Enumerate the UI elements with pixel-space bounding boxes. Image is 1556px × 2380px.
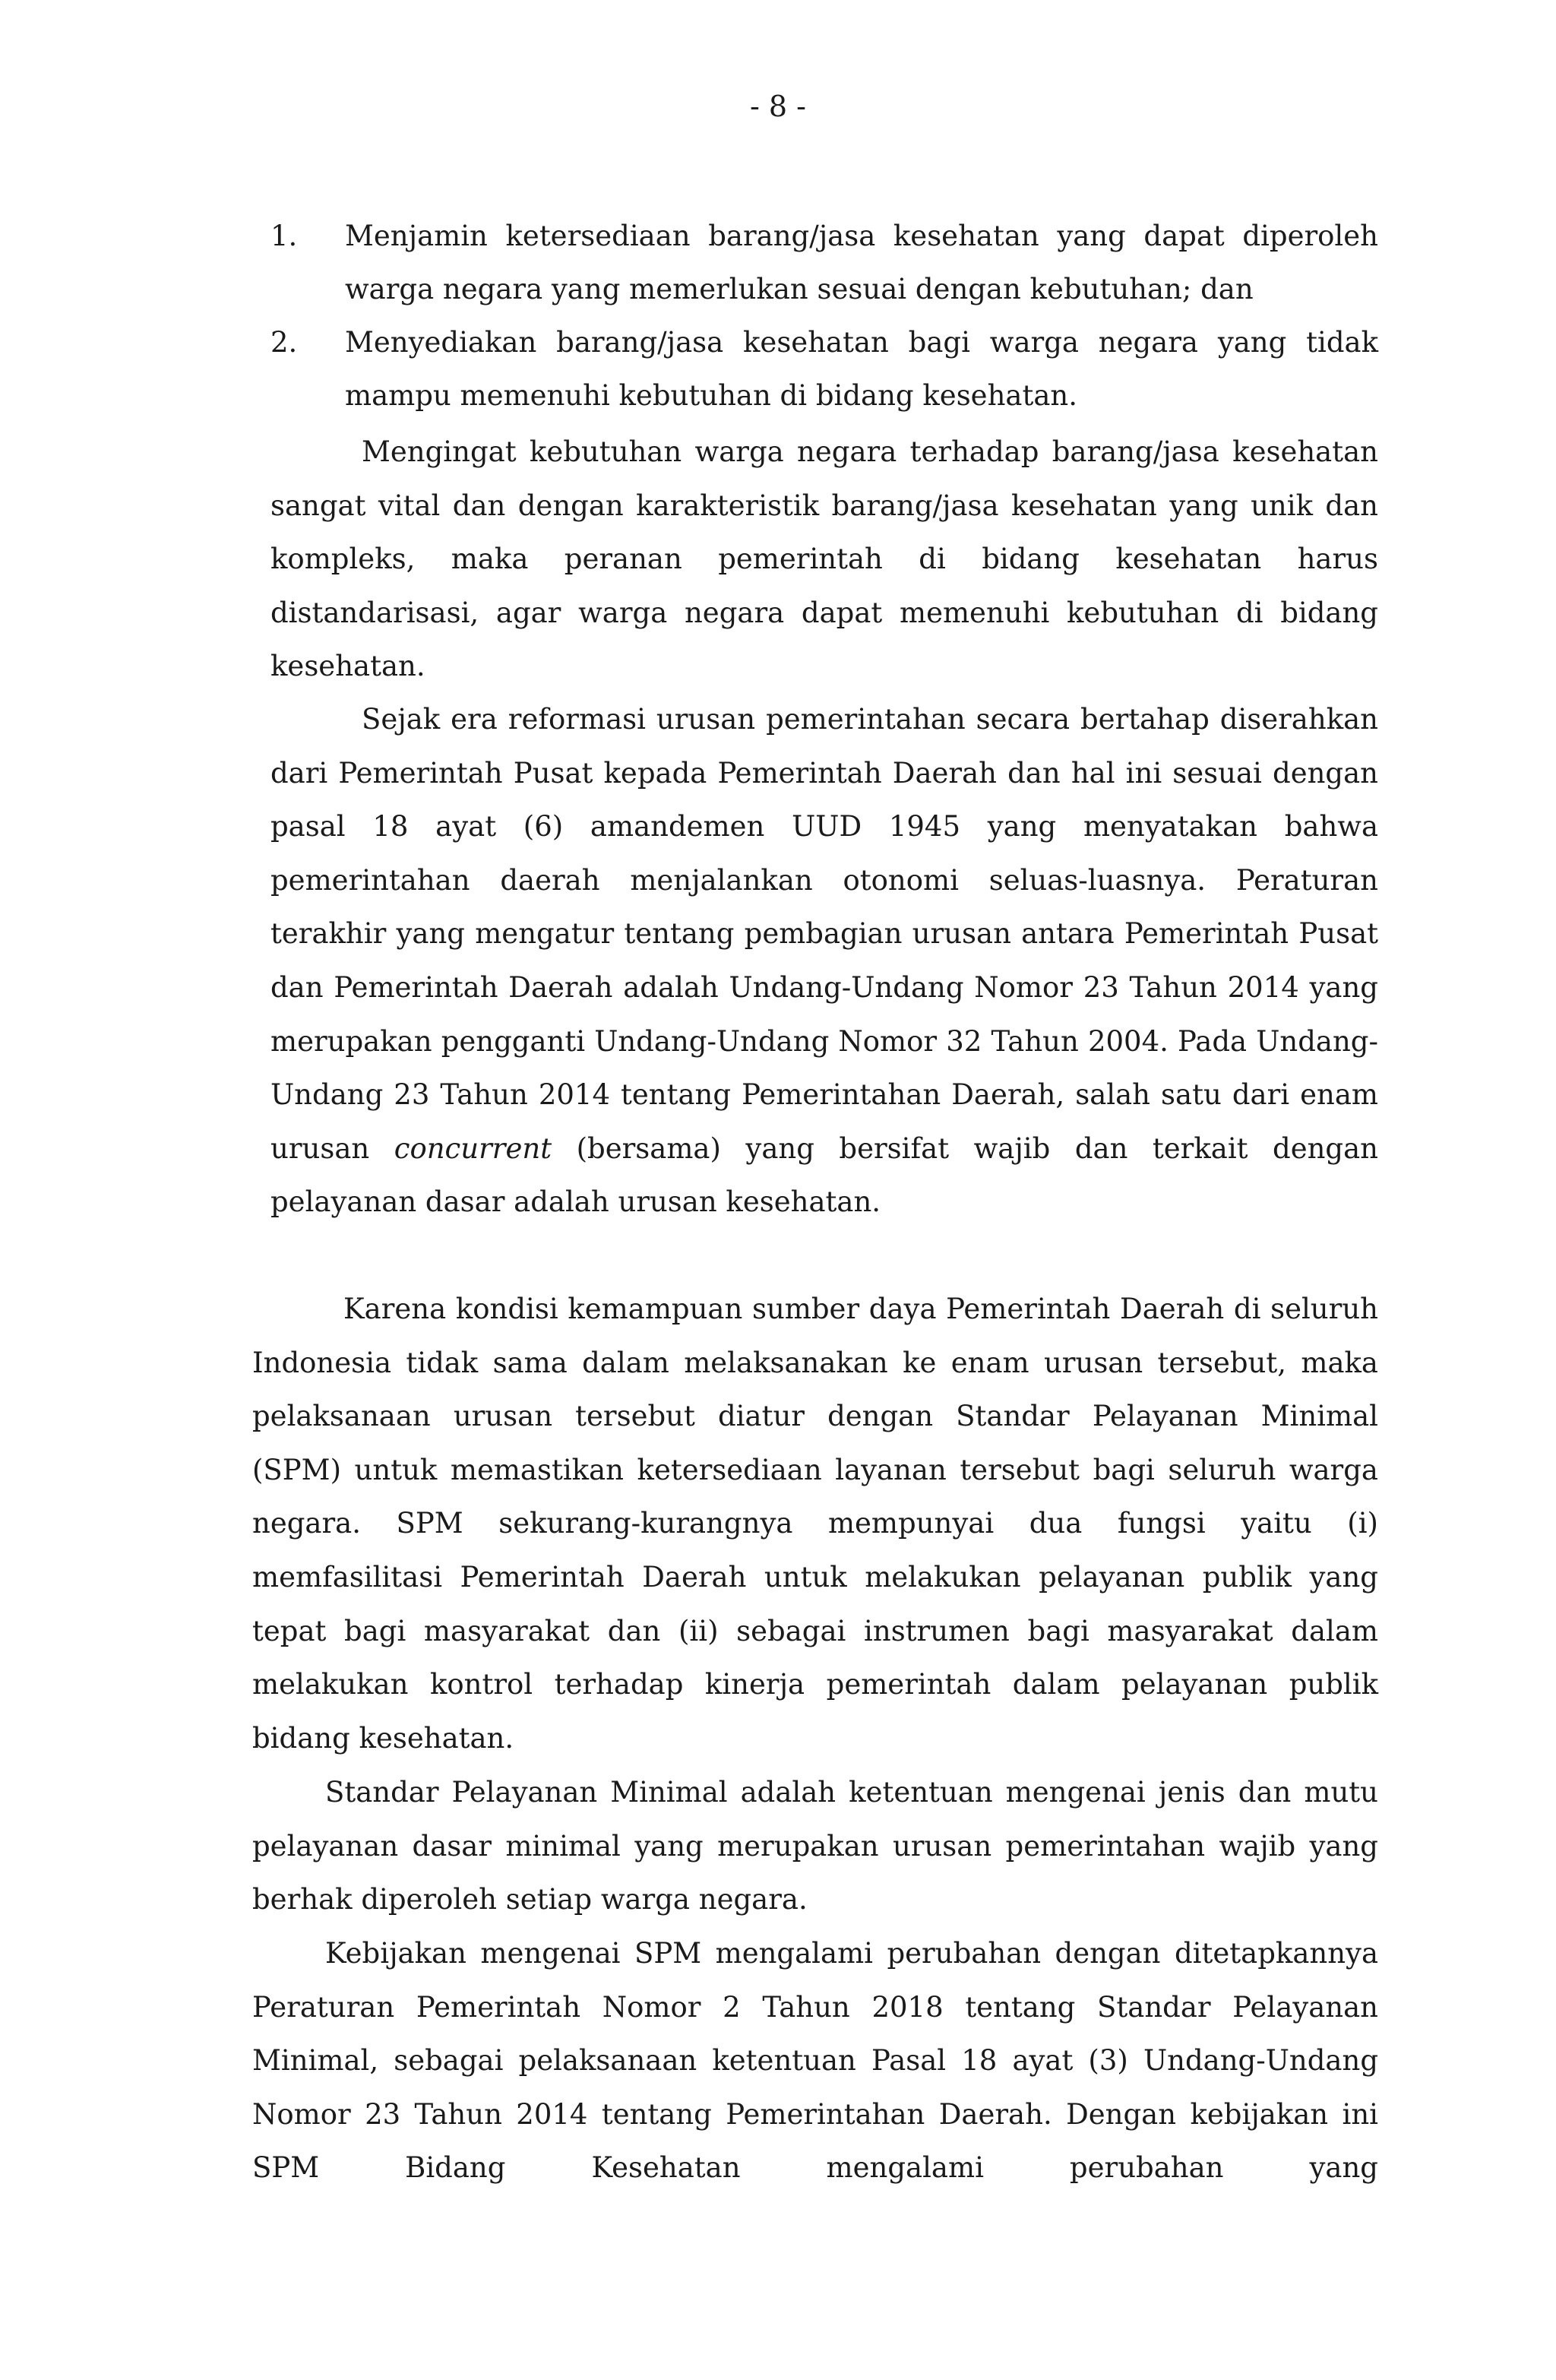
paragraph-text: Sejak era reformasi urusan pemerintahan secara bertahap diserahkan dari Pemerintah Pusat kepada Pemerintah Daerah dan hal ini sesuai dengan pasal 18 ayat (6) amandemen UUD 1945 yang menyatakan bahwa pemerintahan daerah menjalankan otonomi seluas-luasnya. Peraturan terakhir yang mengatur tentang pembagian urusan antara Pemerintah Pusat dan Pemerintah Daerah adalah Undang-Undang Nomor 23 Tahun 2014 yang merupakan pengganti Undang-Undang Nomor 32 Tahun 2004. Pada Undang-Undang 23 Tahun 2014 tentang Pemerintahan Daerah, salah satu dari enam urusan xyxy=(270,703,1378,1165)
list-item xyxy=(270,316,1378,423)
paragraph-health-needs: Mengingat kebutuhan warga negara terhadap barang/jasa kesehatan sangat vital dan dengan karakteristik barang/jasa kesehatan yang unik dan kompleks, maka peranan pemerintah di bidang kesehatan harus distandarisasi, agar warga negara dapat memenuhi kebutuhan di bidang kesehatan. xyxy=(270,435,1378,683)
list-item xyxy=(270,210,1378,316)
paragraph-text: (bersama) yang bersifat wajib dan terkait dengan pelayanan dasar adalah urusan kesehatan. xyxy=(270,1131,1379,1219)
list-item-number: 1. xyxy=(270,220,298,252)
list-item-text: Menyediakan barang/jasa kesehatan bagi warga negara yang tidak mampu memenuhi kebutuhan di bidang kesehatan. xyxy=(345,326,1378,412)
paragraph-reform-era xyxy=(270,693,1378,1230)
page-number: - 8 - xyxy=(749,90,806,123)
paragraph-spm-functions: Karena kondisi kemampuan sumber daya Pemerintah Daerah di seluruh Indonesia tidak sama dalam melaksanakan ke enam urusan tersebut, maka pelaksanaan urusan tersebut diatur dengan Standar Pelayanan Minimal (SPM) untuk memastikan ketersediaan layanan tersebut bagi seluruh warga negara. SPM sekurang-kurangnya mempunyai dua fungsi yaitu (i) memfasilitasi Pemerintah Daerah untuk melakukan pelayanan publik yang tepat bagi masyarakat dan (ii) sebagai instrumen bagi masyarakat dalam melakukan kontrol terhadap kinerja pemerintah dalam pelayanan publik bidang kesehatan. xyxy=(252,1293,1378,1755)
list-item-text: Menjamin ketersediaan barang/jasa kesehatan yang dapat diperoleh warga negara yang memerlukan sesuai dengan kebutuhan; dan xyxy=(345,220,1378,305)
numbered-list xyxy=(270,210,1378,423)
paragraph-spm-definition: Standar Pelayanan Minimal adalah ketentuan mengenai jenis dan mutu pelayanan dasar minimal yang merupakan urusan pemerintahan wajib yang berhak diperoleh setiap warga negara. xyxy=(252,1776,1378,1916)
italic-term: concurrent xyxy=(394,1131,552,1165)
list-item-number: 2. xyxy=(270,326,298,359)
paragraph-spm-policy: Kebijakan mengenai SPM mengalami perubahan dengan ditetapkannya Peraturan Pemerintah Nomor 2 Tahun 2018 tentang Standar Pelayanan Minimal, sebagai pelaksanaan ketentuan Pasal 18 ayat (3) Undang-Undang Nomor 23 Tahun 2014 tentang Pemerintahan Daerah. Dengan kebijakan ini SPM Bidang Kesehatan mengalami perubahan yang xyxy=(252,1937,1378,2185)
